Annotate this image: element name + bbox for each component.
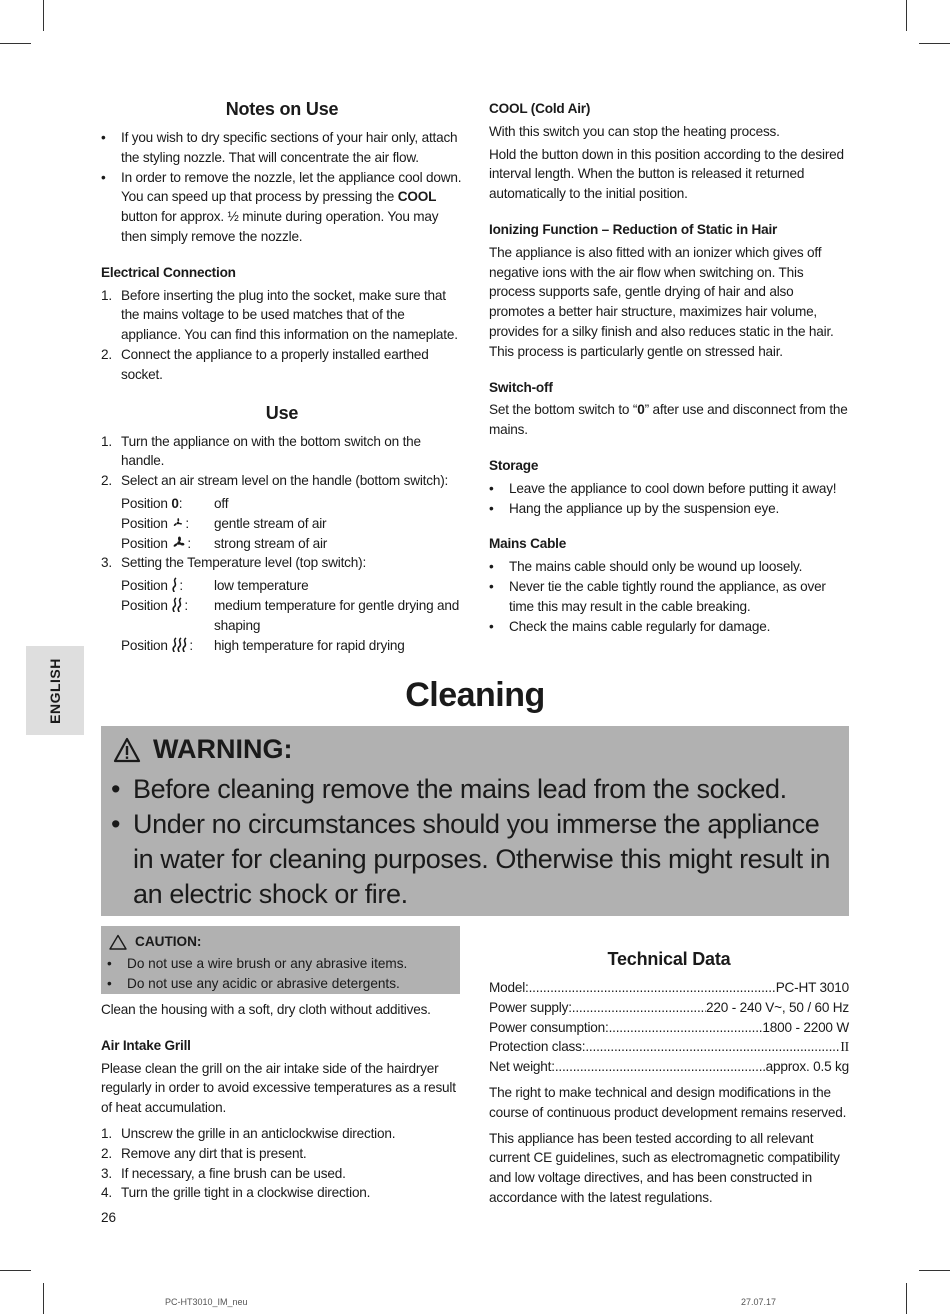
list-item: 2. Connect the appliance to a properly installed earthed socket. bbox=[101, 346, 429, 382]
paragraph: This process is particularly gentle on stressed hair. bbox=[489, 343, 783, 359]
crop-mark bbox=[919, 1270, 950, 1271]
temp-position-row: Position : high temperature for rapid drying bbox=[121, 637, 405, 653]
mains-cable-list bbox=[489, 557, 851, 636]
left-column bbox=[101, 97, 463, 655]
air-position-row: Position : strong stream of air bbox=[121, 535, 328, 551]
language-tab: ENGLISH bbox=[26, 646, 84, 735]
storage-heading: Storage bbox=[489, 457, 539, 473]
heat-high-icon bbox=[171, 637, 189, 653]
left-column-bottom bbox=[101, 1000, 463, 1203]
use-list-cont bbox=[101, 553, 463, 573]
paragraph: Please clean the grill on the air intake side of the hairdryer regularly in order to avoid excessive temperatures as a result of heat accumulation. bbox=[101, 1060, 456, 1116]
list-item: • Check the mains cable regularly for damage. bbox=[489, 617, 851, 637]
paragraph: With this switch you can stop the heating process. bbox=[489, 123, 780, 139]
cleaning-heading: Cleaning bbox=[405, 676, 545, 714]
tech-row: Power consumption: ..... 1800 - 2200 W bbox=[489, 1018, 849, 1038]
list-item: • Leave the appliance to cool down before putting it away! bbox=[489, 479, 851, 499]
warning-icon bbox=[113, 737, 141, 763]
right-column bbox=[489, 99, 851, 636]
list-item: • In order to remove the nozzle, let the appliance cool down. You can speed up that process by pressing the COOL button for approx. ½ minute during operation. You may then simply remove the nozzle. bbox=[101, 168, 463, 247]
list-item: • Before cleaning remove the mains lead from the socked. bbox=[111, 772, 841, 807]
crop-mark bbox=[906, 0, 907, 31]
paragraph: The right to make technical and design modifications in the course of continuous product development remains reserved. bbox=[489, 1084, 847, 1120]
tech-row: Power supply: ..... 220 - 240 V~, 50 / 60 Hz bbox=[489, 998, 849, 1018]
use-list bbox=[101, 432, 463, 491]
footer-file-name: PC-HT3010_IM_neu bbox=[165, 1297, 248, 1307]
tech-row: Net weight: ..... approx. 0.5 kg bbox=[489, 1057, 849, 1077]
list-item: 2. Remove any dirt that is present. bbox=[101, 1145, 307, 1161]
notes-list bbox=[101, 128, 463, 247]
paragraph: Clean the housing with a soft, dry cloth without additives. bbox=[101, 1002, 431, 1017]
list-item: • Do not use a wire brush or any abrasive items. bbox=[107, 954, 407, 974]
warning-header: WARNING: bbox=[113, 734, 292, 765]
air-position-row: Position : gentle stream of air bbox=[121, 515, 327, 531]
list-item: 3. If necessary, a fine brush can be used. bbox=[101, 1165, 346, 1181]
paragraph: Set the bottom switch to “0” after use and disconnect from the mains. bbox=[489, 402, 848, 438]
list-item: 1. Turn the appliance on with the bottom switch on the handle. bbox=[101, 433, 421, 469]
storage-list bbox=[489, 479, 851, 519]
list-item: • Never tie the cable tightly round the appliance, as over time this may result in the cable breaking. bbox=[489, 577, 851, 617]
heat-low-icon bbox=[171, 577, 179, 593]
temp-position-row: Position : medium temperature for gentle drying and shaping bbox=[121, 597, 460, 633]
list-item: • Under no circumstances should you immerse the appliance in water for cleaning purposes. Otherwise this might result in an electric shock or fire. bbox=[111, 807, 841, 912]
ionizing-heading: Ionizing Function – Reduction of Static in Hair bbox=[489, 221, 778, 237]
paragraph: This appliance has been tested according to all relevant current CE guidelines, such as electromagnetic compatibility and low voltage directives, and has been constructed in accordance with the latest regulations. bbox=[489, 1130, 840, 1205]
warning-list bbox=[111, 772, 841, 912]
air-intake-heading: Air Intake Grill bbox=[101, 1037, 191, 1053]
caution-header: CAUTION: bbox=[109, 932, 201, 952]
crop-mark bbox=[0, 43, 31, 44]
list-item: 1. Before inserting the plug into the socket, make sure that the mains voltage to be used matches that of the appliance. You can find this information on the nameplate. bbox=[101, 287, 458, 343]
electrical-heading: Electrical Connection bbox=[101, 264, 236, 280]
crop-mark bbox=[919, 43, 950, 44]
fan-high-icon bbox=[171, 535, 187, 551]
warning-box bbox=[101, 726, 849, 916]
cool-heading: COOL (Cold Air) bbox=[489, 101, 591, 116]
heat-medium-icon bbox=[171, 597, 184, 613]
air-position-row: Position 0: off bbox=[121, 495, 229, 511]
air-intake-steps bbox=[101, 1124, 463, 1203]
use-heading: Use bbox=[265, 402, 299, 423]
list-item: 3. Setting the Temperature level (top switch): bbox=[101, 555, 367, 571]
right-column-bottom bbox=[489, 947, 849, 1208]
list-item: 1. Unscrew the grille in an anticlockwise direction. bbox=[101, 1125, 396, 1141]
temp-position-row: Position : low temperature bbox=[121, 578, 309, 594]
list-item: 4. Turn the grille tight in a clockwise direction. bbox=[101, 1185, 371, 1201]
caution-icon bbox=[109, 934, 127, 950]
tech-row: Model: ..... PC-HT 3010 bbox=[489, 978, 849, 998]
mains-cable-heading: Mains Cable bbox=[489, 536, 567, 552]
notes-on-use-heading: Notes on Use bbox=[225, 99, 339, 119]
list-item: • If you wish to dry specific sections of your hair only, attach the styling nozzle. That will concentrate the air flow. bbox=[101, 128, 463, 168]
crop-mark bbox=[0, 1270, 31, 1271]
list-item: • The mains cable should only be wound up loosely. bbox=[489, 557, 851, 577]
fan-low-icon bbox=[171, 516, 185, 530]
page-number: 26 bbox=[101, 1210, 117, 1225]
paragraph: The appliance is also fitted with an ionizer which gives off negative ions with the air flow when switching on. This process supports safe, gentle drying of hair and also promotes a better hair structure, maximizes hair volume, provides for a silky finish and also reduces static in the hair. bbox=[489, 244, 834, 339]
paragraph: Hold the button down in this position according to the desired interval length. When the button is released it returned automatically to the initial position. bbox=[489, 146, 844, 202]
technical-data-heading: Technical Data bbox=[607, 949, 731, 969]
list-item: • Do not use any acidic or abrasive detergents. bbox=[107, 974, 407, 994]
caution-list bbox=[107, 954, 407, 994]
list-item: • Hang the appliance up by the suspension eye. bbox=[489, 499, 851, 519]
footer-date: 27.07.17 bbox=[741, 1297, 777, 1307]
caution-box bbox=[101, 926, 460, 994]
electrical-list bbox=[101, 286, 463, 385]
crop-mark bbox=[43, 0, 44, 31]
crop-mark bbox=[43, 1283, 44, 1314]
list-item: 2. Select an air stream level on the handle (bottom switch): bbox=[101, 473, 449, 489]
switch-off-heading: Switch-off bbox=[489, 379, 553, 395]
crop-mark bbox=[906, 1283, 907, 1314]
tech-row: Protection class: ..... II bbox=[489, 1037, 849, 1057]
